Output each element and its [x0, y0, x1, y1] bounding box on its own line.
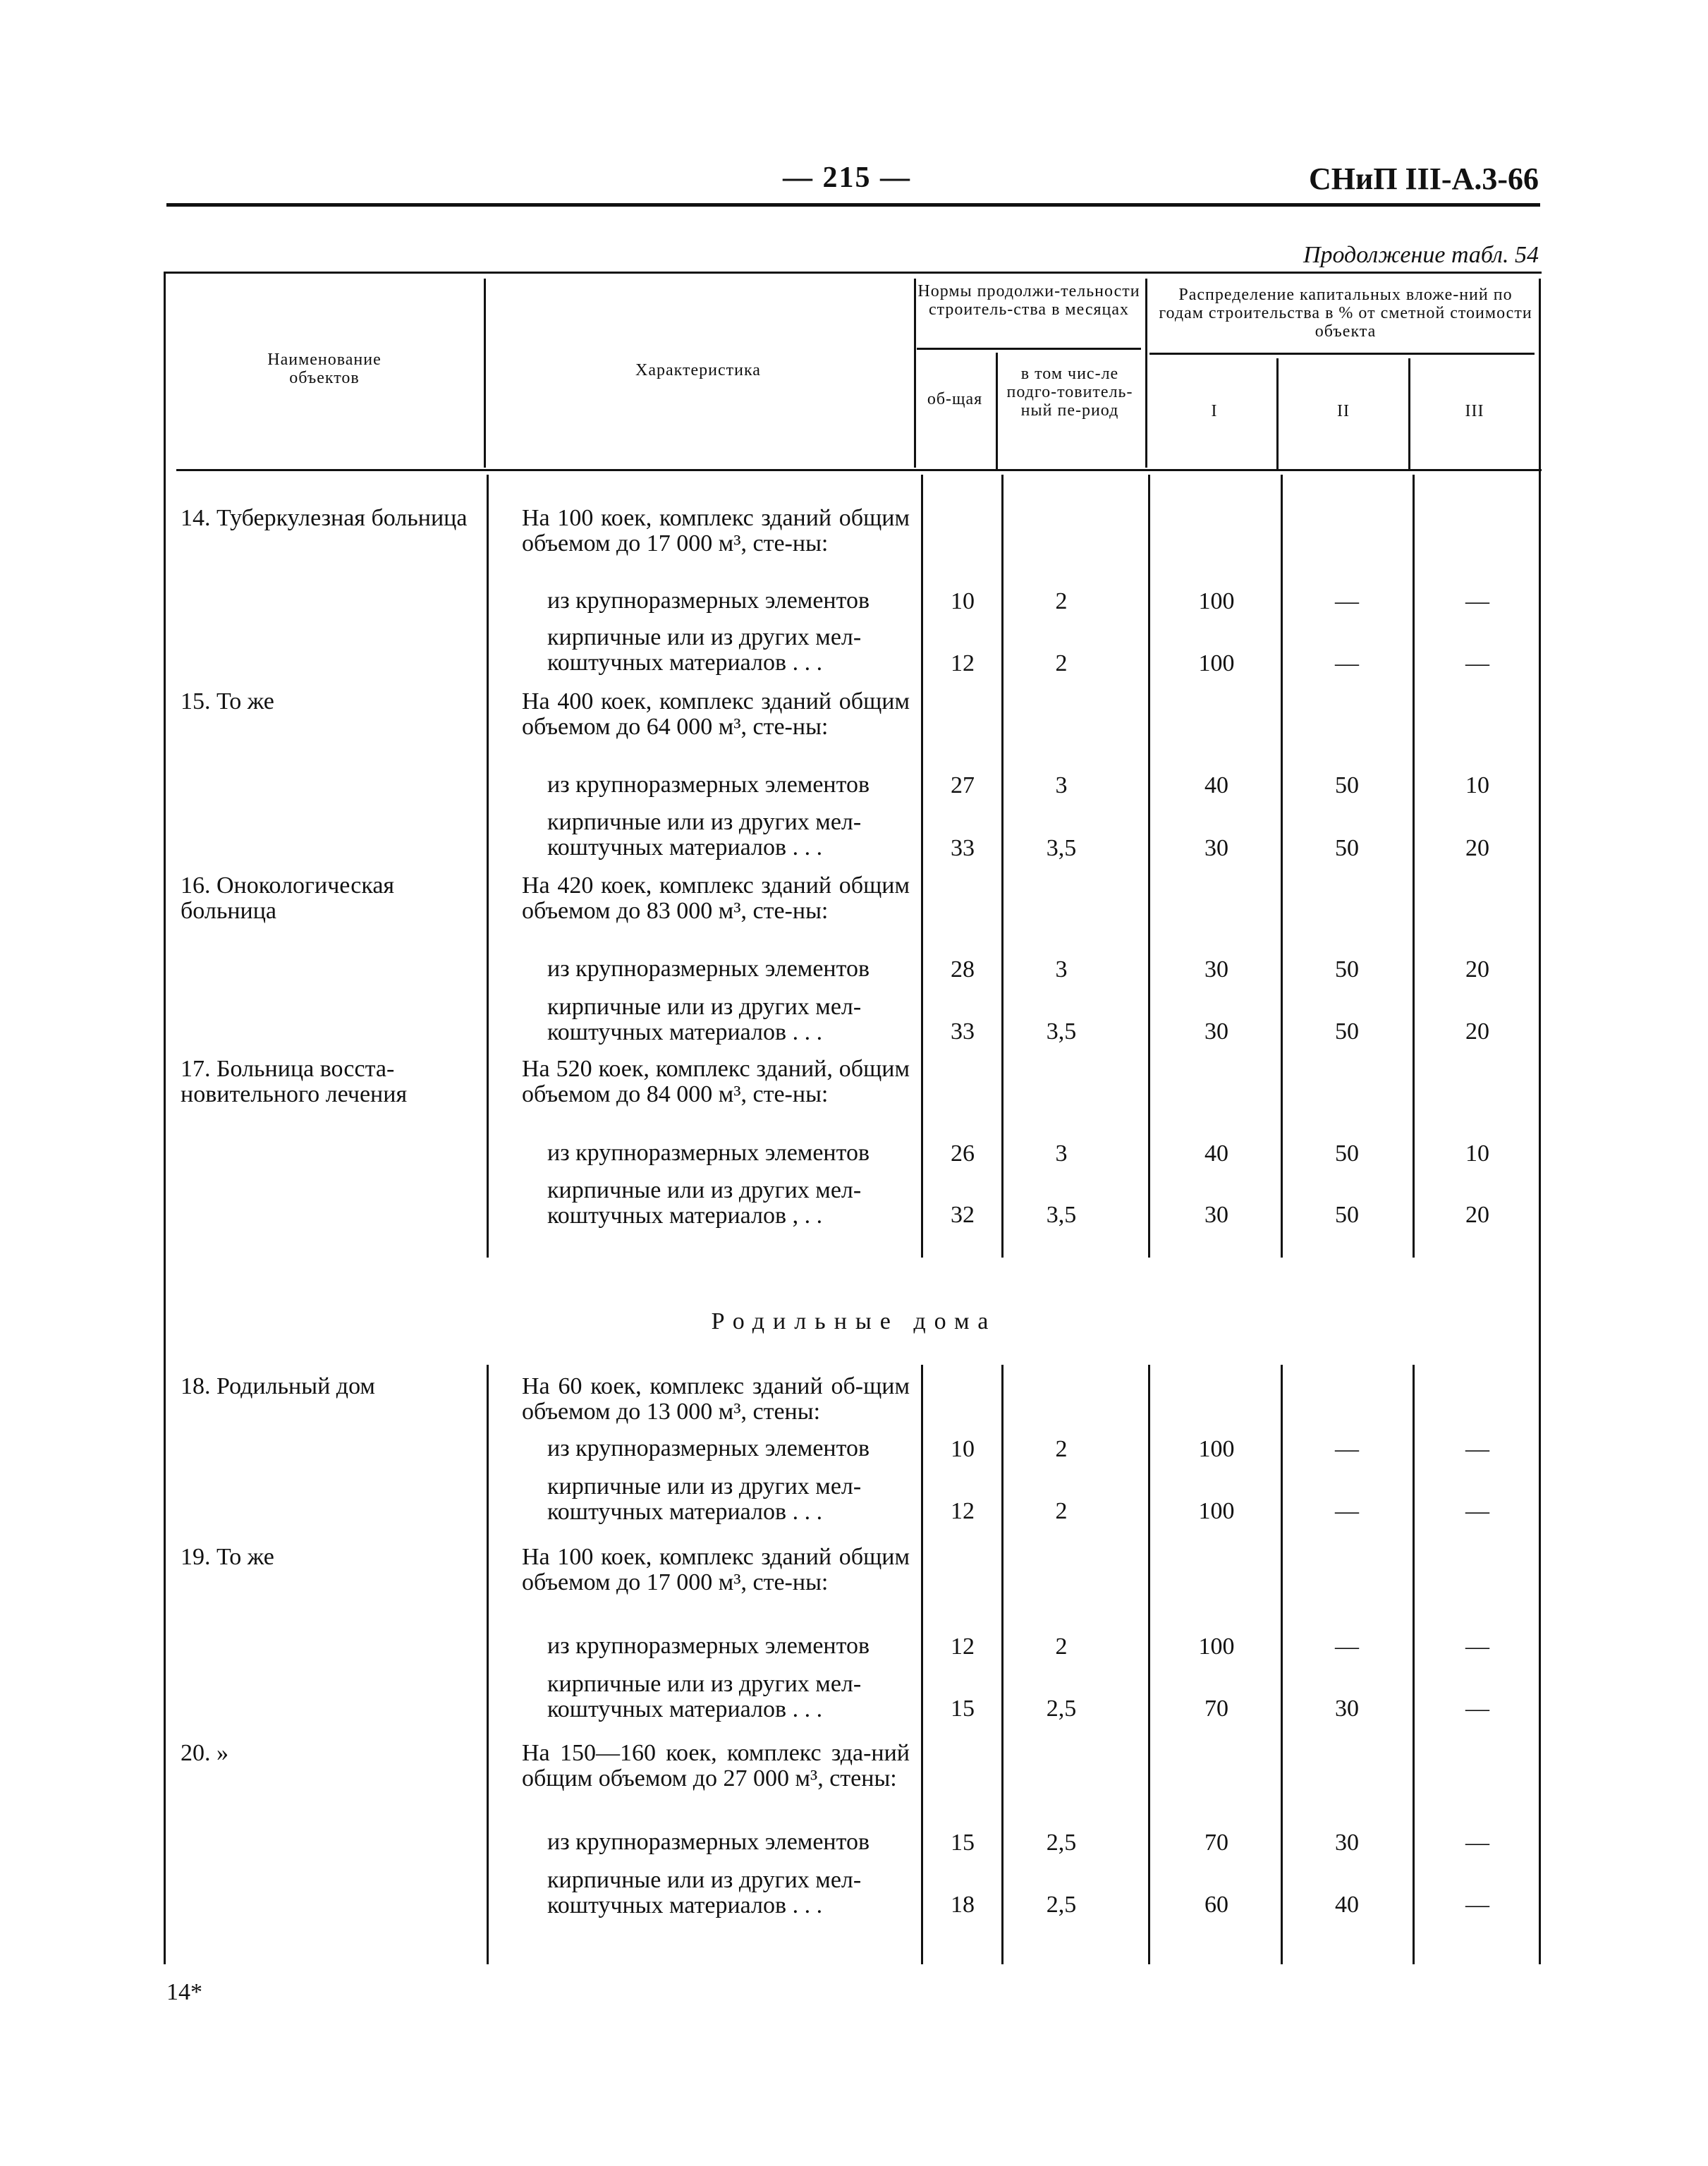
object-name: 16. Онокологическая больница	[181, 872, 395, 924]
year-i-pct: 100	[1198, 1436, 1235, 1462]
material-brick: кирпичные или из других мел-коштучных материалов . . .	[547, 1867, 862, 1918]
prep-months: 2,5	[1046, 1892, 1077, 1918]
prep-months: 3	[1055, 772, 1068, 798]
page-number: — 215 —	[783, 162, 911, 194]
total-months: 15	[951, 1830, 975, 1856]
total-months: 18	[951, 1892, 975, 1918]
table-caption: Продолжение табл. 54	[1303, 242, 1539, 268]
characteristic: На 150—160 коек, комплекс зда-ний общим объемом до 27 000 м³, стены:	[522, 1740, 910, 1791]
prep-months: 3,5	[1046, 1202, 1077, 1228]
document-code: СНиП III-А.3-66	[1308, 162, 1539, 196]
prep-months: 2	[1055, 1633, 1068, 1660]
prep-months: 2	[1055, 650, 1068, 676]
year-iii-pct: —	[1465, 1830, 1489, 1856]
year-iii-pct: 10	[1465, 772, 1489, 798]
year-iii-pct: —	[1465, 1498, 1489, 1524]
year-i-pct: 100	[1198, 650, 1235, 676]
year-ii-pct: 50	[1335, 772, 1359, 798]
norms-sub-rule	[917, 348, 1141, 350]
material-brick: кирпичные или из других мел-коштучных материалов . . .	[547, 1473, 862, 1525]
header-object-name: Наименование объектов	[267, 351, 382, 387]
object-name: 17. Больница восста-новительного лечения	[181, 1056, 408, 1107]
header-total: об-щая	[927, 390, 983, 408]
year-i-pct: 40	[1204, 1140, 1228, 1167]
material-brick: кирпичные или из других мел-коштучных материалов , . .	[547, 1177, 862, 1229]
header-bottom-rule	[176, 469, 1542, 471]
prep-months: 2,5	[1046, 1830, 1077, 1856]
year-ii-pct: 50	[1335, 1140, 1359, 1167]
divider	[1145, 279, 1147, 468]
object-name: 20. »	[181, 1740, 228, 1766]
material-brick: кирпичные или из других мел-коштучных материалов . . .	[547, 624, 862, 676]
object-name: 18. Родильный дом	[181, 1373, 375, 1399]
prep-months: 2	[1055, 1498, 1068, 1524]
prep-months: 3,5	[1046, 1018, 1077, 1045]
year-i-pct: 70	[1204, 1696, 1228, 1722]
object-name: 19. То же	[181, 1544, 274, 1570]
total-months: 12	[951, 1633, 975, 1660]
characteristic: На 420 коек, комплекс зданий общим объемом до 83 000 м³, сте-ны:	[522, 872, 910, 924]
year-ii-pct: 50	[1335, 956, 1359, 982]
material-large-panel: из крупноразмерных элементов	[547, 772, 870, 798]
year-i-pct: 60	[1204, 1892, 1228, 1918]
prep-months: 3	[1055, 956, 1068, 982]
total-months: 32	[951, 1202, 975, 1228]
header-norms: Нормы продолжи-тельности строитель-ства в месяцах	[917, 282, 1140, 319]
dist-sub-rule	[1149, 353, 1535, 355]
table-left-border	[164, 272, 166, 1964]
material-large-panel: из крупноразмерных элементов	[547, 1829, 870, 1855]
characteristic: На 100 коек, комплекс зданий общим объемом до 17 000 м³, сте-ны:	[522, 1544, 910, 1595]
year-i-pct: 100	[1198, 1498, 1235, 1524]
year-iii-pct: —	[1465, 588, 1489, 614]
year-ii-pct: 50	[1335, 1018, 1359, 1045]
signature-mark: 14*	[166, 1979, 202, 2005]
total-months: 12	[951, 650, 975, 676]
total-months: 10	[951, 588, 975, 614]
prep-months: 2	[1055, 588, 1068, 614]
year-iii-pct: 20	[1465, 835, 1489, 861]
year-ii-pct: 50	[1335, 1202, 1359, 1228]
material-brick: кирпичные или из других мел-коштучных материалов . . .	[547, 994, 862, 1045]
year-ii-pct: —	[1335, 1436, 1359, 1462]
divider	[487, 1365, 489, 1964]
divider	[484, 279, 486, 468]
year-ii-pct: 50	[1335, 835, 1359, 861]
year-i-pct: 30	[1204, 1018, 1228, 1045]
year-iii-pct: 10	[1465, 1140, 1489, 1167]
year-i-pct: 30	[1204, 1202, 1228, 1228]
header-prep-period: в том чис-ле подго-товитель-ный пе-риод	[1006, 365, 1133, 420]
characteristic: На 100 коек, комплекс зданий общим объемом до 17 000 м³, сте-ны:	[522, 505, 910, 556]
total-months: 28	[951, 956, 975, 982]
total-months: 26	[951, 1140, 975, 1167]
year-ii-pct: —	[1335, 588, 1359, 614]
header-top-rule	[164, 272, 1542, 274]
material-large-panel: из крупноразмерных элементов	[547, 588, 870, 614]
total-months: 12	[951, 1498, 975, 1524]
year-ii-pct: —	[1335, 650, 1359, 676]
object-name: 15. То же	[181, 688, 274, 714]
material-large-panel: из крупноразмерных элементов	[547, 1435, 870, 1461]
material-large-panel: из крупноразмерных элементов	[547, 1633, 870, 1659]
year-i-pct: 30	[1204, 956, 1228, 982]
divider	[1276, 358, 1279, 469]
year-i-pct: 30	[1204, 835, 1228, 861]
header-year-i: I	[1211, 402, 1218, 420]
prep-months: 3,5	[1046, 835, 1077, 861]
header-year-ii: II	[1337, 402, 1350, 420]
header-year-iii: III	[1465, 402, 1484, 420]
year-i-pct: 100	[1198, 1633, 1235, 1660]
year-i-pct: 70	[1204, 1830, 1228, 1856]
total-months: 10	[951, 1436, 975, 1462]
year-ii-pct: —	[1335, 1498, 1359, 1524]
year-ii-pct: —	[1335, 1633, 1359, 1660]
characteristic: На 520 коек, комплекс зданий, общим объемом до 84 000 м³, сте-ны:	[522, 1056, 910, 1107]
prep-months: 3	[1055, 1140, 1068, 1167]
year-i-pct: 100	[1198, 588, 1235, 614]
total-months: 33	[951, 835, 975, 861]
section-heading: Родильные дома	[711, 1308, 997, 1334]
year-i-pct: 40	[1204, 772, 1228, 798]
year-iii-pct: —	[1465, 1892, 1489, 1918]
total-months: 27	[951, 772, 975, 798]
characteristic: На 60 коек, комплекс зданий об-щим объемом до 13 000 м³, стены:	[522, 1373, 910, 1425]
year-iii-pct: 20	[1465, 1202, 1489, 1228]
year-iii-pct: 20	[1465, 1018, 1489, 1045]
total-months: 33	[951, 1018, 975, 1045]
header-rule	[166, 203, 1540, 207]
header-distribution: Распределение капитальных вложе-ний по годам строительства в % от сметной стоимости объекта	[1159, 286, 1532, 341]
material-large-panel: из крупноразмерных элементов	[547, 956, 870, 982]
prep-months: 2	[1055, 1436, 1068, 1462]
characteristic: На 400 коек, комплекс зданий общим объемом до 64 000 м³, сте-ны:	[522, 688, 910, 740]
year-iii-pct: —	[1465, 650, 1489, 676]
year-iii-pct: —	[1465, 1633, 1489, 1660]
divider	[1408, 358, 1410, 469]
material-brick: кирпичные или из других мел-коштучных материалов . . .	[547, 809, 862, 860]
year-iii-pct: 20	[1465, 956, 1489, 982]
object-name: 14. Туберкулезная больница	[181, 505, 468, 531]
total-months: 15	[951, 1696, 975, 1722]
prep-months: 2,5	[1046, 1696, 1077, 1722]
material-brick: кирпичные или из других мел-коштучных материалов . . .	[547, 1671, 862, 1722]
header-characteristic: Характеристика	[635, 361, 761, 379]
year-iii-pct: —	[1465, 1436, 1489, 1462]
year-ii-pct: 30	[1335, 1696, 1359, 1722]
year-ii-pct: 30	[1335, 1830, 1359, 1856]
year-iii-pct: —	[1465, 1696, 1489, 1722]
material-large-panel: из крупноразмерных элементов	[547, 1140, 870, 1166]
year-ii-pct: 40	[1335, 1892, 1359, 1918]
divider	[487, 475, 489, 1258]
